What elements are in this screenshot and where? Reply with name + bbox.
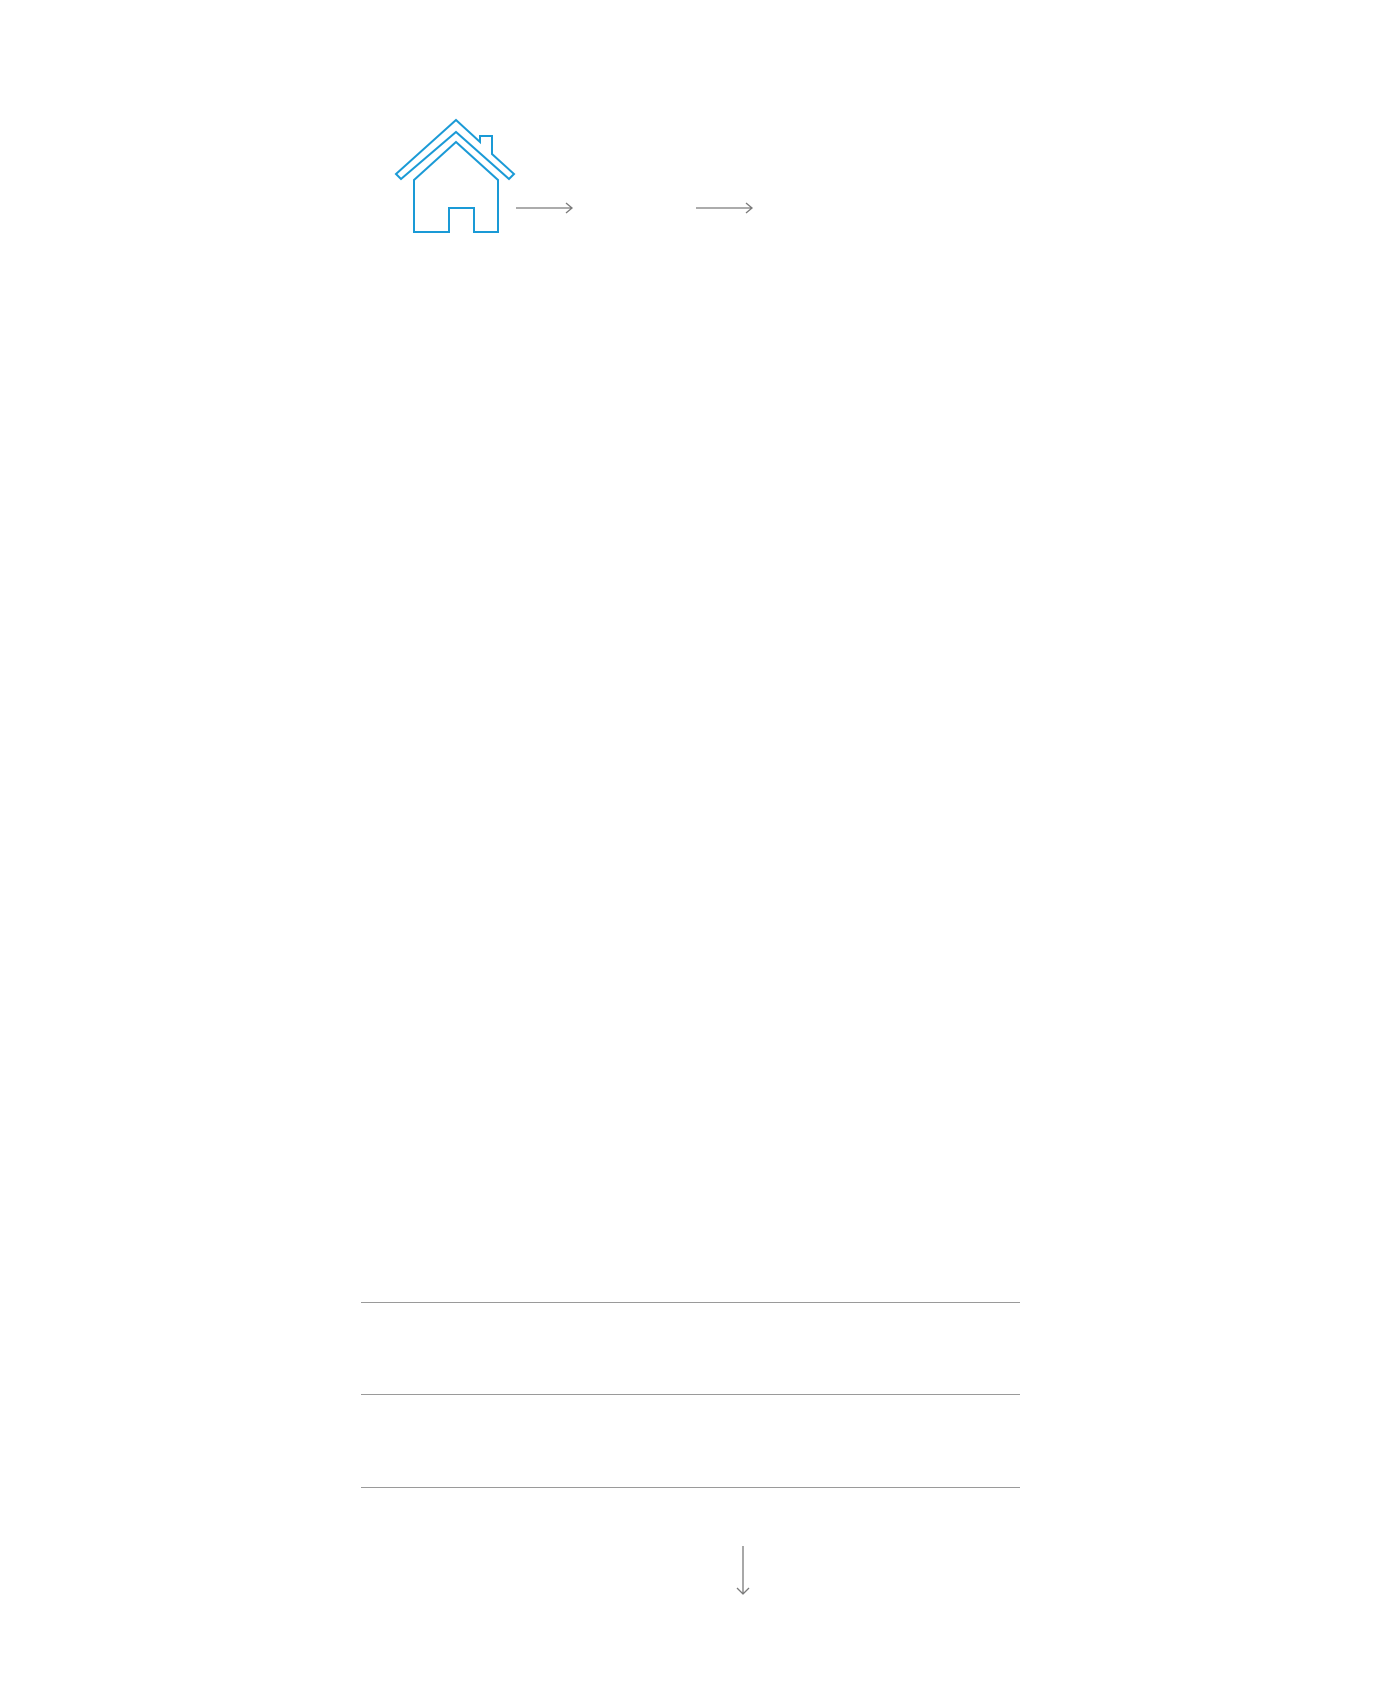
- arrow-down-icon[interactable]: [736, 1546, 750, 1596]
- divider: [361, 1487, 1020, 1488]
- divider: [361, 1394, 1020, 1395]
- home-icon: [394, 118, 518, 236]
- arrow-right-icon: [696, 202, 754, 214]
- list-item[interactable]: [361, 1304, 1020, 1394]
- arrow-right-icon: [516, 202, 574, 214]
- divider: [361, 1302, 1020, 1303]
- list-item[interactable]: [361, 1396, 1020, 1486]
